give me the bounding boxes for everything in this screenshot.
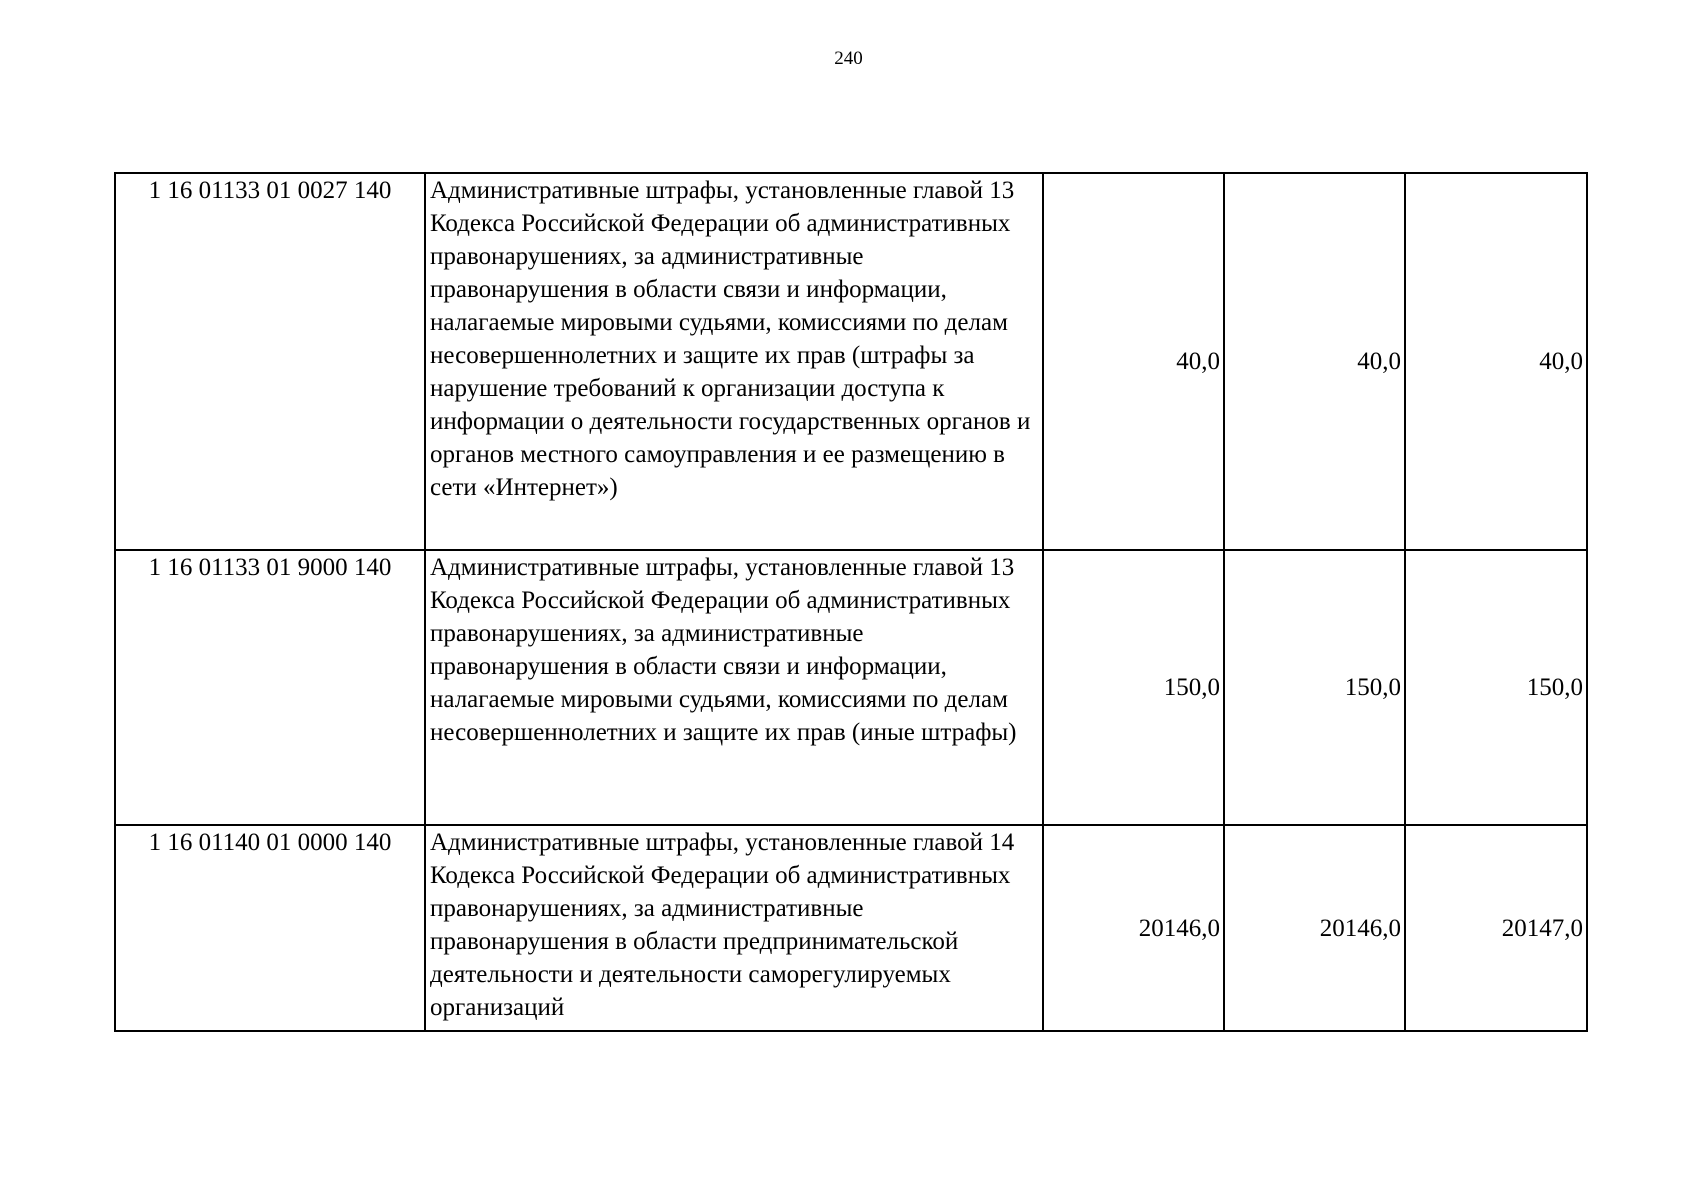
amount-year-2-cell: 20146,0 xyxy=(1224,825,1405,1031)
amount-year-3-cell: 150,0 xyxy=(1405,550,1587,825)
amount-year-3-cell: 40,0 xyxy=(1405,173,1587,550)
budget-code-cell: 1 16 01133 01 9000 140 xyxy=(115,550,425,825)
table-row xyxy=(115,825,1587,1031)
description-text: Административные штрафы, установленные главой 14 Кодекса Российской Федерации об административных правонарушениях, за административные правонарушения в области предпринимательской деятельности и деятельности саморегулируемых организаций xyxy=(430,829,1015,1021)
amount-year-1-cell: 150,0 xyxy=(1043,550,1224,825)
description-text: Административные штрафы, установленные главой 13 Кодекса Российской Федерации об административных правонарушениях, за административные правонарушения в области связи и информации, налагаемые мировыми судьями, комиссиями по делам несовершеннолетних и защите их прав (штрафы за нарушение требований к организации доступа к информации о деятельности государственных органов и органов местного самоуправления и ее размещению в сети «Интернет») xyxy=(430,177,1031,501)
description-text: Административные штрафы, установленные главой 13 Кодекса Российской Федерации об административных правонарушениях, за административные правонарушения в области связи и информации, налагаемые мировыми судьями, комиссиями по делам несовершеннолетних и защите их прав (иные штрафы) xyxy=(430,554,1017,746)
table-row xyxy=(115,173,1587,550)
table-row xyxy=(115,550,1587,825)
amount-year-2-cell: 40,0 xyxy=(1224,173,1405,550)
description-cell xyxy=(425,173,1043,550)
description-cell xyxy=(425,825,1043,1031)
amount-year-3-cell: 20147,0 xyxy=(1405,825,1587,1031)
budget-code-cell: 1 16 01140 01 0000 140 xyxy=(115,825,425,1031)
amount-year-2-cell: 150,0 xyxy=(1224,550,1405,825)
revenue-table xyxy=(114,172,1588,1032)
budget-code-cell: 1 16 01133 01 0027 140 xyxy=(115,173,425,550)
description-cell xyxy=(425,550,1043,825)
page-number: 240 xyxy=(834,48,863,69)
amount-year-1-cell: 40,0 xyxy=(1043,173,1224,550)
amount-year-1-cell: 20146,0 xyxy=(1043,825,1224,1031)
